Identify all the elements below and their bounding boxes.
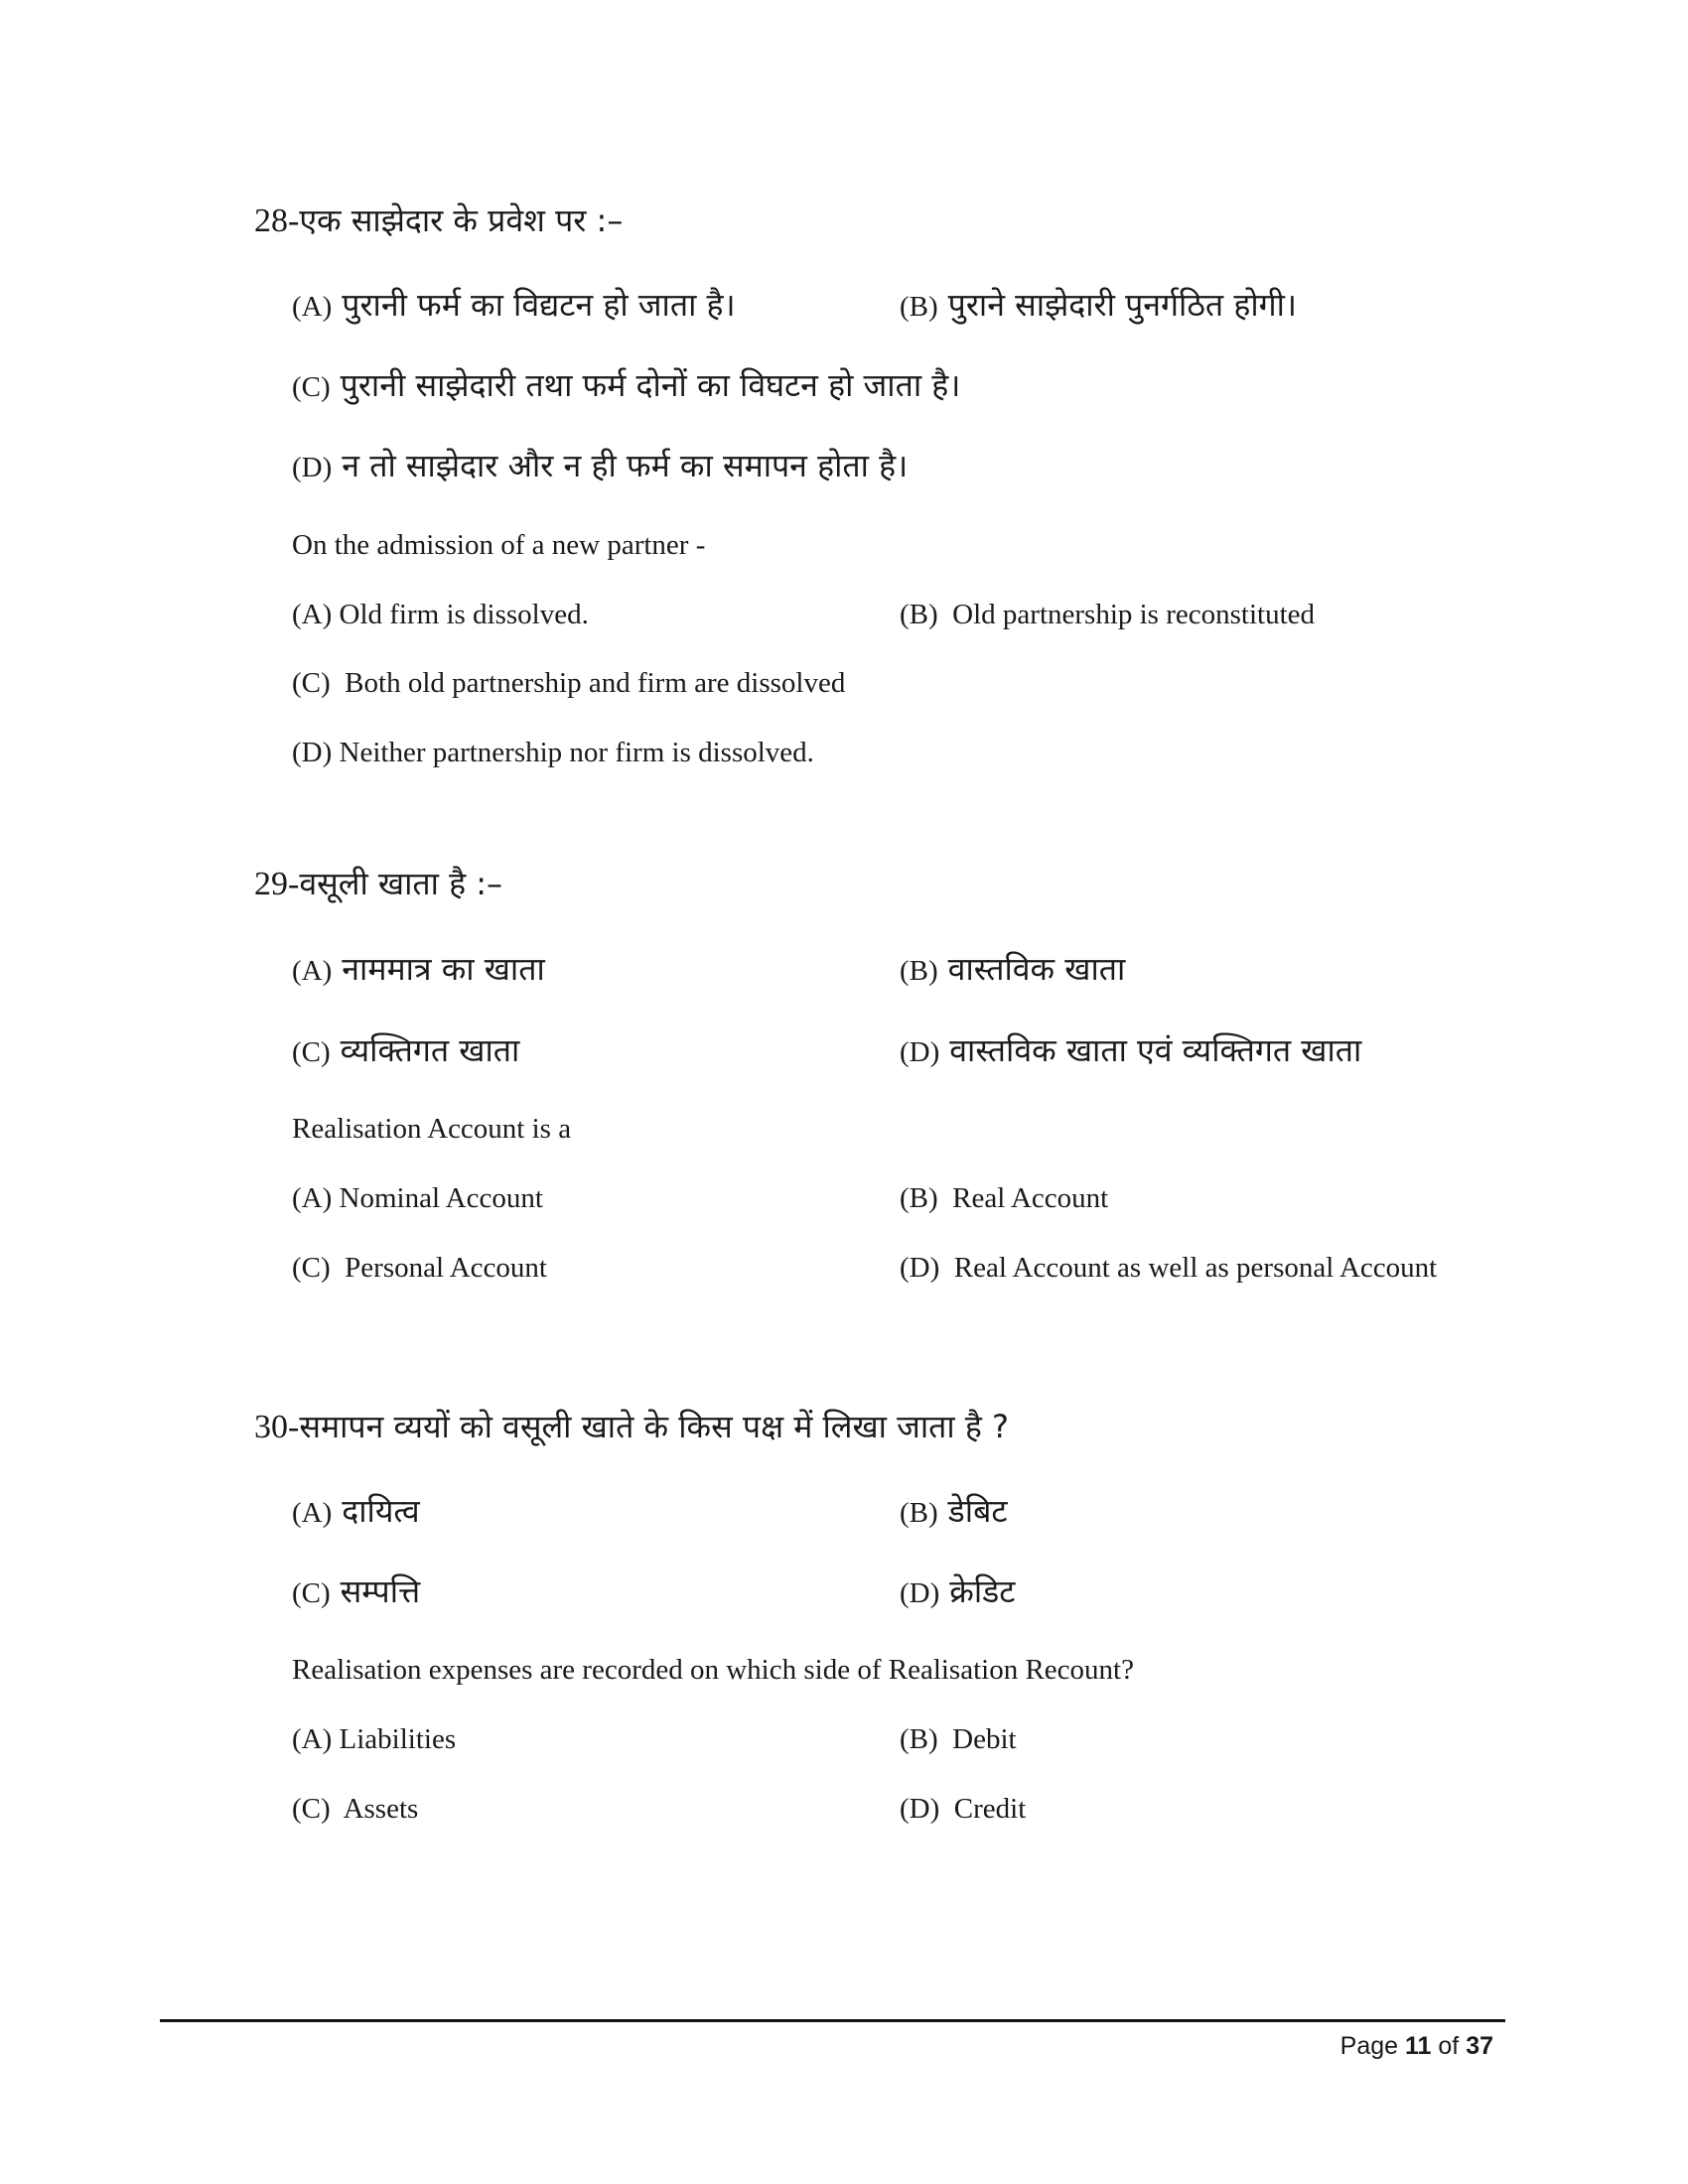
q29-hindi-option-a: (A) नाममात्र का खाता [292, 950, 545, 988]
question-number: 28- [254, 203, 300, 239]
q28-english-option-d: (D) Neither partnership nor firm is dissolved. [292, 737, 814, 768]
q29-hindi-option-c: (C) व्यक्तिगत खाता [292, 1031, 520, 1069]
q28-hindi-option-a: (A) पुरानी फर्म का विद्यटन हो जाता है। [292, 286, 736, 324]
q30-hindi-option-b: (B) डेबिट [900, 1492, 1008, 1530]
q30-english-stem: Realisation expenses are recorded on which side of Realisation Recount? [292, 1654, 1134, 1686]
question-hindi-stem: वसूली खाता है :– [299, 865, 503, 902]
q29-english-stem: Realisation Account is a [292, 1113, 572, 1145]
question-28-stem [254, 199, 623, 241]
q29-english-option-d: (D) Real Account as well as personal Account [900, 1252, 1438, 1284]
page-number: Page 11 of 37 [1339, 2032, 1493, 2060]
question-29-stem [254, 862, 502, 904]
q30-hindi-option-a: (A) दायित्व [292, 1492, 420, 1530]
q29-english-option-c: (C) Personal Account [292, 1252, 547, 1284]
q29-hindi-option-b: (B) वास्तविक खाता [900, 950, 1126, 988]
q28-english-option-c: (C) Both old partnership and firm are dissolved [292, 667, 846, 699]
question-30-stem [254, 1405, 1009, 1447]
q28-hindi-option-d: (D) न तो साझेदार और न ही फर्म का समापन होता है। [292, 447, 909, 484]
q28-english-stem: On the admission of a new partner - [292, 529, 706, 561]
q29-english-option-b: (B) Real Account [900, 1182, 1109, 1214]
question-hindi-stem: समापन व्ययों को वसूली खाते के किस पक्ष में लिखा जाता है ? [299, 1408, 1010, 1445]
q29-hindi-option-d: (D) वास्तविक खाता एवं व्यक्तिगत खाता [900, 1031, 1362, 1069]
q28-hindi-option-c: (C) पुरानी साझेदारी तथा फर्म दोनों का विघटन हो जाता है। [292, 366, 961, 404]
q28-hindi-option-b: (B) पुराने साझेदारी पुनर्गठित होगी। [900, 286, 1298, 324]
q30-hindi-option-c: (C) सम्पत्ति [292, 1572, 421, 1610]
q29-english-option-a: (A) Nominal Account [292, 1182, 543, 1214]
question-hindi-stem: एक साझेदार के प्रवेश पर :– [299, 202, 624, 239]
q30-english-option-c: (C) Assets [292, 1793, 419, 1825]
q30-hindi-option-d: (D) क्रेडिट [900, 1572, 1016, 1610]
footer-divider [160, 2019, 1505, 2022]
q28-english-option-b: (B) Old partnership is reconstituted [900, 599, 1316, 630]
q28-english-option-a: (A) Old firm is dissolved. [292, 599, 589, 630]
question-number: 29- [254, 866, 300, 902]
q30-english-option-d: (D) Credit [900, 1793, 1027, 1825]
q30-english-option-b: (B) Debit [900, 1723, 1017, 1755]
question-number: 30- [254, 1409, 300, 1445]
q30-english-option-a: (A) Liabilities [292, 1723, 457, 1755]
